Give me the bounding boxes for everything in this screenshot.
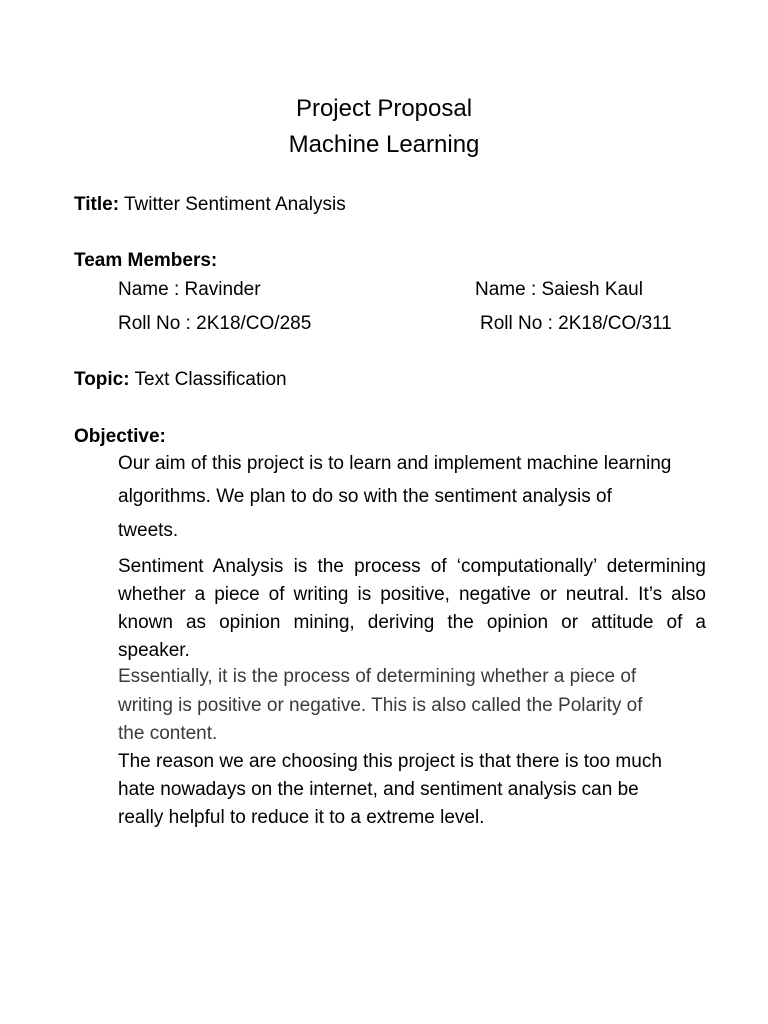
member1-name: Name : Ravinder [118,279,261,300]
objective-para3-line2: writing is positive or negative. This is also called the Polarity of [118,695,643,716]
objective-para1-line2: algorithms. We plan to do so with the sentiment analysis of [118,486,612,507]
page-subtitle: Machine Learning [288,131,480,158]
objective-para3-line1: Essentially, it is the process of determining whether a piece of [118,666,637,687]
objective-para2-line2: whether a piece of writing is positive, negative or neutral. It’s also [118,584,706,605]
objective-para3-line3: the content. [118,723,218,744]
topic-value: Text Classification [134,369,287,390]
topic-label: Topic: [74,369,130,390]
objective-label: Objective: [74,426,166,447]
objective-para4-line2: hate nowadays on the internet, and sentiment analysis can be [118,779,639,800]
title-value: Twitter Sentiment Analysis [123,194,346,215]
objective-para2-line1: Sentiment Analysis is the process of ‘computationally’ determining [118,556,706,577]
objective-para4-line3: really helpful to reduce it to a extreme level. [118,807,485,828]
title-label: Title: [74,194,120,215]
objective-para2-line4: speaker. [118,640,190,661]
member1-roll: Roll No : 2K18/CO/285 [118,313,312,334]
objective-para1-line1: Our aim of this project is to learn and implement machine learning [118,453,672,474]
objective-para1-line3: tweets. [118,520,179,541]
objective-para2-line3: known as opinion mining, deriving the opinion or attitude of a [118,612,706,633]
team-members-label: Team Members: [74,250,218,271]
topic-row [74,368,287,392]
objective-para4-line1: The reason we are choosing this project is that there is too much [118,751,662,772]
member2-roll: Roll No : 2K18/CO/311 [480,313,672,334]
page-title: Project Proposal [295,95,473,122]
member2-name: Name : Saiesh Kaul [475,279,643,300]
title-row [74,193,346,217]
